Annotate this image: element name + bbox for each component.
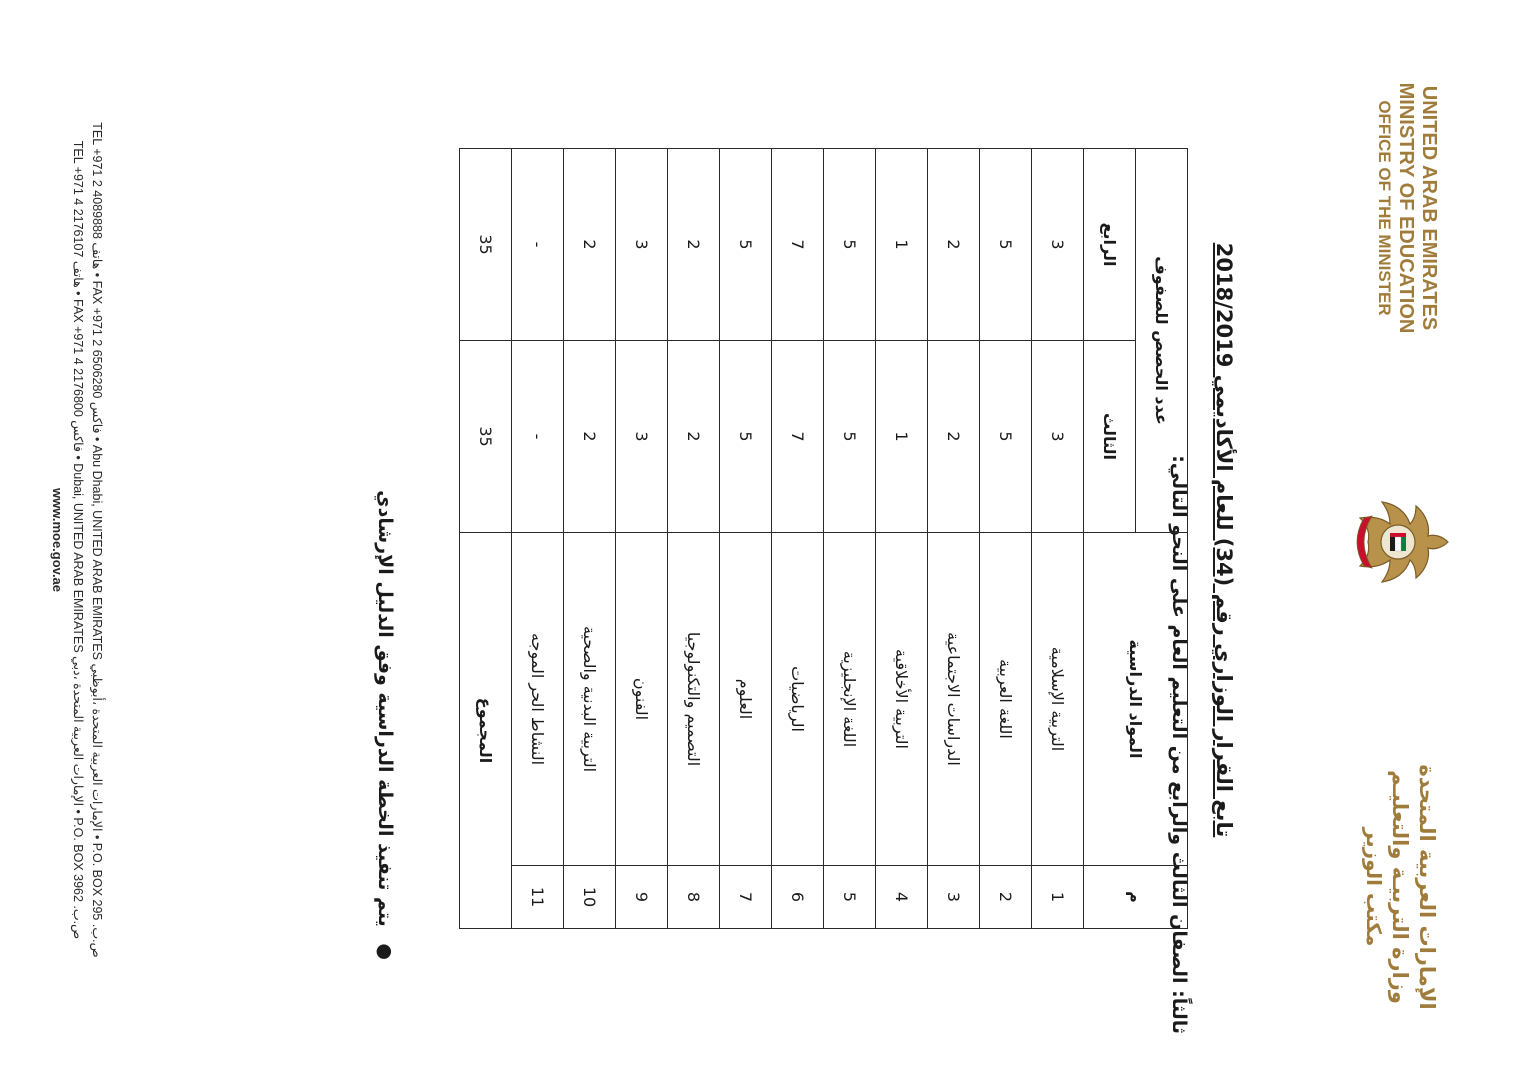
row-num: 1 (1032, 866, 1084, 929)
header-periods: عدد الحصص للصفوف (1136, 149, 1188, 533)
header-ar-ministry: وزارة التربيـة والتعليـم (1388, 770, 1413, 1004)
row-grade4: 2 (668, 149, 720, 341)
table-row (1032, 149, 1084, 929)
row-grade4: 5 (980, 149, 1032, 341)
row-num: 6 (772, 866, 824, 929)
table-row (772, 149, 824, 929)
row-grade4: 3 (1032, 149, 1084, 341)
row-grade3: 3 (1032, 341, 1084, 533)
header-grade3: الثالث (1084, 341, 1136, 533)
row-grade3: 2 (564, 341, 616, 533)
row-subject: اللغة العربية (980, 533, 1032, 866)
header-arabic (1361, 722, 1440, 1052)
row-grade3: 2 (928, 341, 980, 533)
row-num: 11 (512, 866, 564, 929)
footer-dubai-contact: TEL +971 4 2176107 هاتف • FAX +971 4 2176800 فاكس • Dubai, UNITED ARAB EMIRATES الإمارات العربية المتحدة ،دبي • P.O. BOX 3962 .ص.ب (70, 140, 85, 940)
row-subject: الدراسات الاجتماعية (928, 533, 980, 866)
table-row (876, 149, 928, 929)
row-num: 10 (564, 866, 616, 929)
uae-emblem-icon (1346, 496, 1456, 588)
table-row (616, 149, 668, 929)
table-total-row (460, 149, 512, 929)
row-num: 5 (824, 866, 876, 929)
row-grade4: 5 (824, 149, 876, 341)
header-grade4: الرابع (1084, 149, 1136, 341)
document-title: تابع القرار الوزاري رقم (34) للعام الأكاديمي 2018/2019 (1212, 242, 1236, 838)
row-subject: التربية البدنية والصحية (564, 533, 616, 866)
row-num: 3 (928, 866, 980, 929)
row-grade3: 5 (720, 341, 772, 533)
row-grade4: 2 (564, 149, 616, 341)
row-subject: التصميم والتكنولوجيا (668, 533, 720, 866)
guidance-note-text: يتم تنفيذ الخطة الدراسية وفق الدليل الإرشادي (374, 490, 396, 927)
row-grade3: 5 (824, 341, 876, 533)
table-header-row (1136, 149, 1188, 929)
header-subject: المواد الدراسية (1084, 533, 1188, 866)
table-row (564, 149, 616, 929)
bullet-icon: ● (374, 943, 396, 960)
row-subject: اللغة الإنجليزية (824, 533, 876, 866)
row-grade3: 3 (616, 341, 668, 533)
row-num: 9 (616, 866, 668, 929)
row-grade3: 7 (772, 341, 824, 533)
row-num: 7 (720, 866, 772, 929)
row-grade4: - (512, 149, 564, 341)
row-subject: الفنون (616, 533, 668, 866)
table-row (668, 149, 720, 929)
row-num: 4 (876, 866, 928, 929)
row-subject: العلوم (720, 533, 772, 866)
table-row (512, 149, 564, 929)
row-subject: التربية الأخلاقية (876, 533, 928, 866)
row-grade3: 1 (876, 341, 928, 533)
header-en-country: UNITED ARAB EMIRATES (1418, 85, 1440, 331)
row-grade4: 1 (876, 149, 928, 341)
row-grade4: 2 (928, 149, 980, 341)
section-intro: ثالثاً: الصفان الثالث والرابع من التعليم العام على النحو التالي: (1168, 455, 1190, 1034)
table-row (980, 149, 1032, 929)
table-row (720, 149, 772, 929)
row-grade3: 2 (668, 341, 720, 533)
footer (47, 60, 106, 1020)
row-num: 8 (668, 866, 720, 929)
header-ar-country: الإمارات العربية المتحدة (1415, 764, 1439, 1010)
table-row (928, 149, 980, 929)
row-grade4: 3 (616, 149, 668, 341)
header-num: م (1084, 866, 1188, 929)
row-grade4: 5 (720, 149, 772, 341)
table-row (824, 149, 876, 929)
row-num: 2 (980, 866, 1032, 929)
row-subject: الرياضيات (772, 533, 824, 866)
study-plan-table (459, 148, 1188, 929)
total-grade3: 35 (460, 341, 512, 533)
footer-website-link[interactable]: www.moe.gov.ae (50, 487, 66, 593)
row-subject: التربية الإسلامية (1032, 533, 1084, 866)
footer-abudhabi-contact: TEL +971 2 4089888 هاتف • FAX +971 2 6506280 فاكس • Abu Dhabi, UNITED ARAB EMIRATES الإمارات العربية المتحدة ،أبوظبي • P.O. BOX 295 .ص.ب (90, 122, 104, 958)
header-ar-office: مكتب الوزير (1362, 827, 1387, 947)
row-subject: النشاط الحر الموجه (512, 533, 564, 866)
total-grade4: 35 (460, 149, 512, 341)
guidance-note (374, 490, 396, 960)
header-en-office: OFFICE OF THE MINISTER (1375, 100, 1394, 316)
header-en-ministry: MINISTRY OF EDUCATION (1395, 82, 1417, 334)
row-grade3: 5 (980, 341, 1032, 533)
row-grade4: 7 (772, 149, 824, 341)
header-english (1374, 28, 1440, 388)
row-grade3: - (512, 341, 564, 533)
total-label: المجموع (460, 533, 512, 929)
